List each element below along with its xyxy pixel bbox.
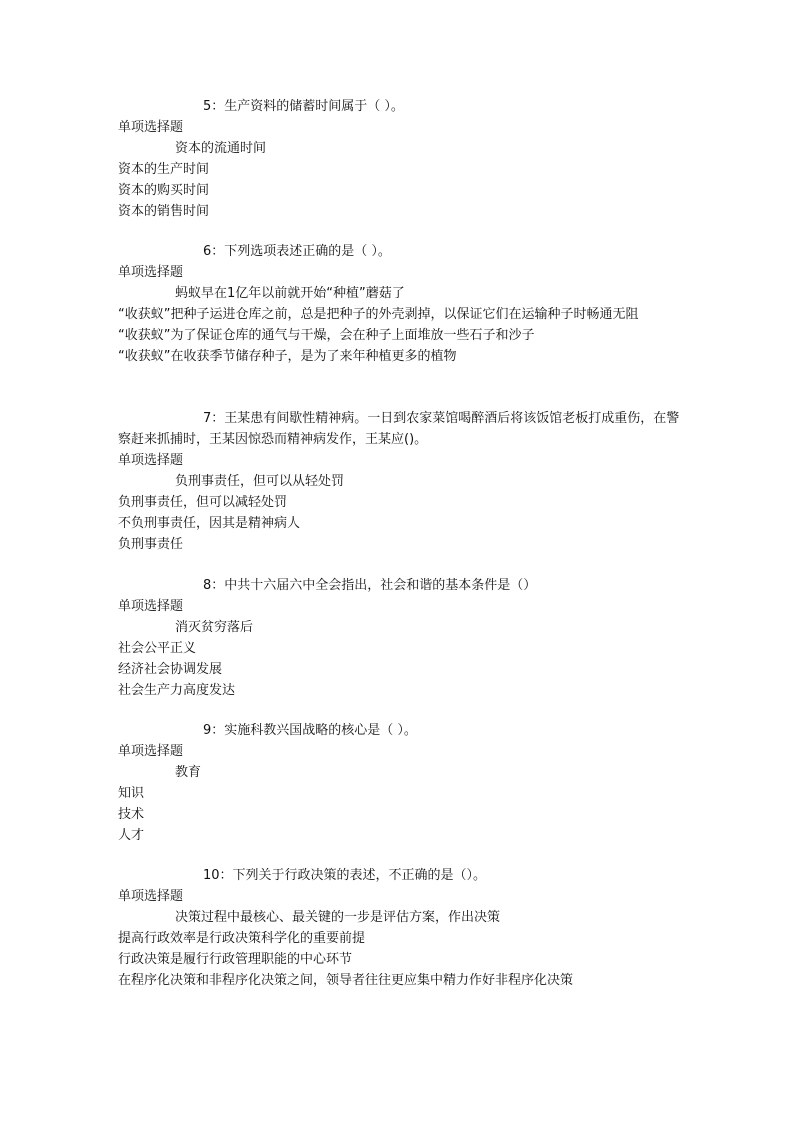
question-5 bbox=[118, 96, 688, 222]
question-stem: 9：实施科教兴国战略的核心是（ ）。 bbox=[203, 723, 417, 738]
question-stem: 7：王某患有间歇性精神病。一日到农家菜馆喝醉酒后将该饭馆老板打成重伤，在警察赶来抓捕时，王某因惊恐而精神病发作，王某应()。 bbox=[118, 411, 680, 447]
option-d: “收获蚁”在收获季节储存种子，是为了来年种植更多的植物 bbox=[118, 349, 457, 364]
question-6 bbox=[118, 241, 688, 367]
option-c: 技术 bbox=[118, 807, 145, 822]
question-stem: 8：中共十六届六中全会指出，社会和谐的基本条件是（） bbox=[203, 578, 537, 593]
option-c: 经济社会协调发展 bbox=[118, 662, 223, 677]
option-b: 提高行政效率是行政决策科学化的重要前提 bbox=[118, 931, 366, 946]
question-type: 单项选择题 bbox=[118, 453, 184, 468]
question-type: 单项选择题 bbox=[118, 889, 184, 904]
question-type: 单项选择题 bbox=[118, 120, 184, 135]
option-a: 决策过程中最核心、最关键的一步是评估方案，作出决策 bbox=[175, 910, 501, 925]
option-c: 不负刑事责任，因其是精神病人 bbox=[118, 516, 301, 531]
option-c: “收获蚁”为了保证仓库的通气与干燥，会在种子上面堆放一些石子和沙子 bbox=[118, 328, 535, 343]
option-a: 蚂蚁早在1亿年以前就开始“种植”蘑菇了 bbox=[175, 286, 405, 301]
option-b: 知识 bbox=[118, 786, 145, 801]
question-10 bbox=[118, 865, 688, 991]
question-stem: 10：下列关于行政决策的表述，不正确的是（）。 bbox=[203, 868, 487, 883]
option-c: 行政决策是履行行政管理职能的中心环节 bbox=[118, 952, 353, 967]
option-a: 负刑事责任，但可以从轻处罚 bbox=[175, 474, 345, 489]
option-b: 社会公平正义 bbox=[118, 641, 197, 656]
question-stem: 6：下列选项表述正确的是（ ）。 bbox=[203, 244, 391, 259]
option-a: 教育 bbox=[175, 765, 202, 780]
option-b: 资本的生产时间 bbox=[118, 162, 210, 177]
question-stem: 5：生产资料的储蓄时间属于（ ）。 bbox=[203, 99, 404, 114]
option-c: 资本的购买时间 bbox=[118, 183, 210, 198]
option-a: 资本的流通时间 bbox=[175, 141, 267, 156]
question-9 bbox=[118, 720, 688, 846]
question-type: 单项选择题 bbox=[118, 265, 184, 280]
option-b: “收获蚁”把种子运进仓库之前，总是把种子的外壳剥掉，以保证它们在运输种子时畅通无阻 bbox=[118, 307, 639, 322]
option-d: 社会生产力高度发达 bbox=[118, 683, 236, 698]
question-type: 单项选择题 bbox=[118, 599, 184, 614]
question-type: 单项选择题 bbox=[118, 744, 184, 759]
option-d: 人才 bbox=[118, 828, 145, 843]
option-d: 负刑事责任 bbox=[118, 537, 184, 552]
option-d: 在程序化决策和非程序化决策之间，领导者往往更应集中精力作好非程序化决策 bbox=[118, 973, 574, 988]
question-8 bbox=[118, 575, 688, 701]
option-d: 资本的销售时间 bbox=[118, 204, 210, 219]
option-b: 负刑事责任，但可以减轻处罚 bbox=[118, 495, 288, 510]
option-a: 消灭贫穷落后 bbox=[175, 620, 254, 635]
question-7 bbox=[118, 408, 688, 555]
